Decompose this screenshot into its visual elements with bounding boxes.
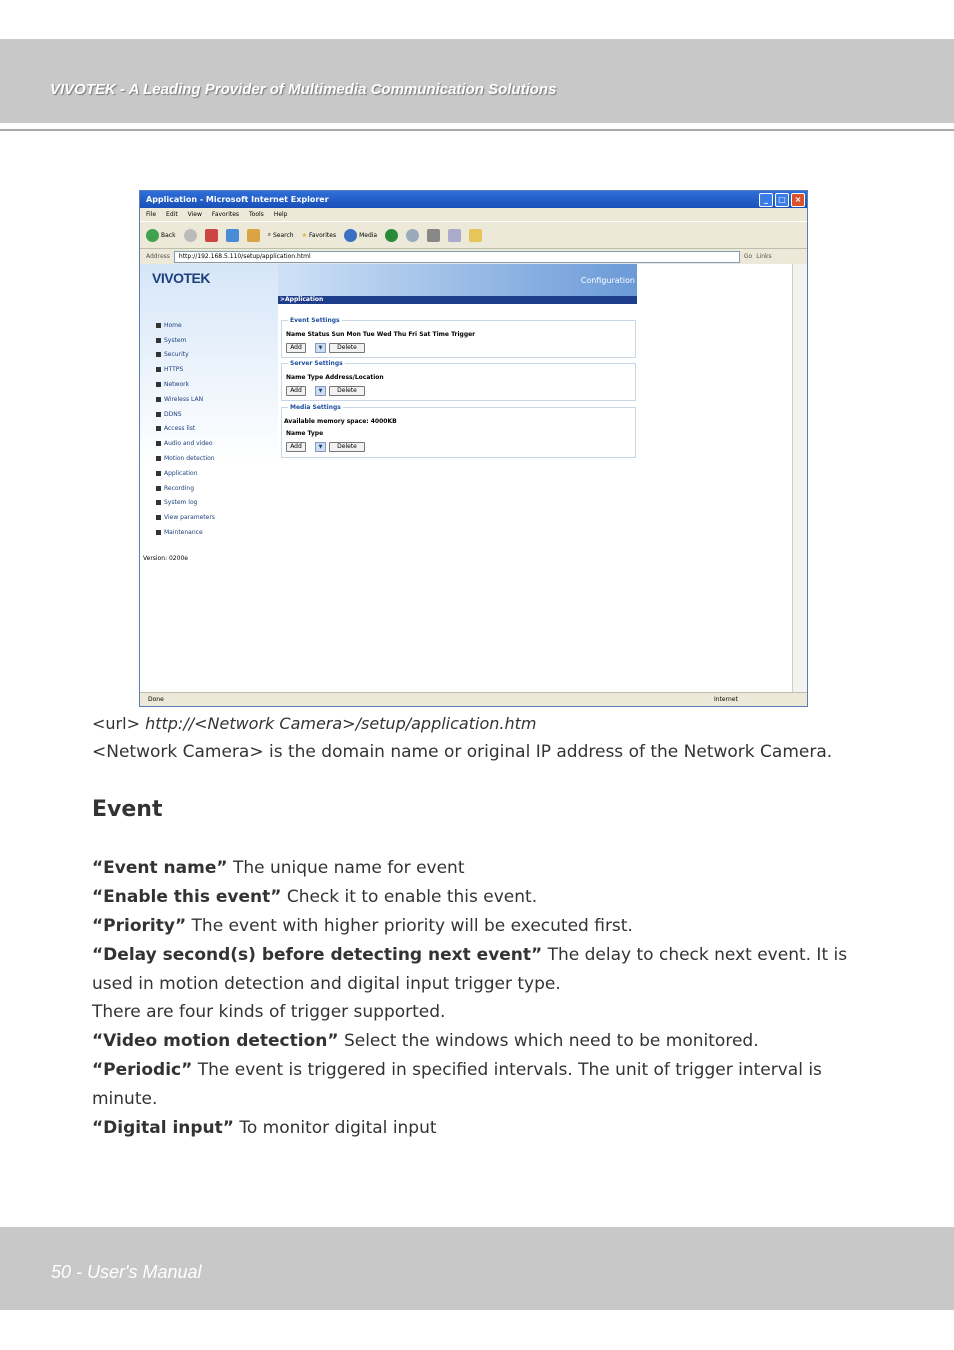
go-button[interactable]: Go: [743, 253, 753, 260]
vertical-scrollbar[interactable]: [792, 264, 807, 692]
event-settings-legend: Event Settings: [290, 317, 340, 324]
expand-icon: [156, 367, 161, 372]
version-label: Version: 0200e: [143, 555, 188, 562]
nav-label: Audio and video: [164, 440, 213, 448]
def-term: “Video motion detection”: [92, 1031, 339, 1051]
media-settings-columns: Name Type: [286, 430, 324, 437]
def-event-name: [92, 854, 857, 883]
nav-item-https[interactable]: [156, 362, 215, 377]
def-video-motion: [92, 1027, 857, 1056]
forward-icon[interactable]: [184, 229, 197, 242]
nav-item-ddns[interactable]: [156, 407, 215, 422]
print-icon[interactable]: [427, 229, 440, 242]
nav-item-audio-video[interactable]: [156, 436, 215, 451]
expand-icon: [156, 338, 161, 343]
folder-icon[interactable]: [469, 229, 482, 242]
search-button[interactable]: [268, 231, 294, 239]
star-icon: ★: [301, 231, 307, 239]
expand-icon: [156, 471, 161, 476]
page-number: 50 - User's Manual: [51, 1262, 202, 1282]
def-term: “Periodic”: [92, 1060, 193, 1080]
edit-icon[interactable]: [448, 229, 461, 242]
server-delete-button[interactable]: Delete: [329, 386, 365, 396]
menu-view[interactable]: View: [187, 211, 202, 218]
def-periodic: [92, 1056, 857, 1114]
expand-icon: [156, 397, 161, 402]
event-settings-columns: Name Status Sun Mon Tue Wed Thu Fri Sat Time Trigger: [286, 331, 476, 338]
def-priority: [92, 912, 857, 941]
back-label: Back: [161, 231, 176, 239]
nav-item-security[interactable]: [156, 348, 215, 363]
menu-edit[interactable]: Edit: [166, 211, 178, 218]
nav-label: Security: [164, 351, 189, 359]
server-settings-legend: Server Settings: [290, 360, 343, 367]
nav-item-application[interactable]: [156, 466, 215, 481]
media-label: Media: [359, 231, 378, 239]
nav-item-system[interactable]: [156, 333, 215, 348]
def-text: The delay to check next event. It is used in motion detection and digital input trigger type.: [92, 945, 848, 994]
refresh-icon[interactable]: [226, 229, 239, 242]
nav-item-system-log[interactable]: [156, 496, 215, 511]
nav-item-access-list[interactable]: [156, 422, 215, 437]
nav-label: System: [164, 336, 187, 344]
nav-item-recording[interactable]: [156, 481, 215, 496]
def-term: “Delay second(s) before detecting next event”: [92, 945, 543, 965]
menu-file[interactable]: File: [146, 211, 157, 218]
expand-icon: [156, 352, 161, 357]
header-title: VIVOTEK - A Leading Provider of Multimedia Communication Solutions: [50, 81, 557, 98]
url-line: [92, 714, 536, 733]
browser-screenshot: [139, 190, 808, 707]
nav-item-network[interactable]: [156, 377, 215, 392]
url-label: <url>: [92, 714, 140, 733]
expand-icon: [156, 530, 161, 535]
def-term: “Event name”: [92, 858, 228, 878]
def-text: To monitor digital input: [233, 1118, 437, 1138]
media-delete-button[interactable]: Delete: [329, 442, 365, 452]
home-icon[interactable]: [247, 229, 260, 242]
def-enable-event: [92, 883, 857, 912]
nav-item-wireless-lan[interactable]: [156, 392, 215, 407]
media-memory-label: Available memory space: 4000KB: [284, 418, 397, 425]
event-add-button[interactable]: Add: [286, 343, 306, 353]
links-button[interactable]: Links: [756, 253, 772, 260]
stop-icon[interactable]: [205, 229, 218, 242]
media-settings-legend: Media Settings: [290, 404, 341, 411]
nav-label: Recording: [164, 484, 195, 492]
configuration-banner: [278, 264, 637, 296]
def-term: “Digital input”: [92, 1118, 234, 1138]
nav-item-view-parameters[interactable]: [156, 510, 215, 525]
def-text: The unique name for event: [227, 858, 465, 878]
back-button[interactable]: [146, 229, 176, 242]
nav-label: Application: [164, 469, 198, 477]
media-settings-group: [281, 404, 636, 458]
def-delay: [92, 941, 857, 999]
trigger-intro: There are four kinds of trigger supported.: [92, 1002, 446, 1022]
address-label: Address: [146, 253, 170, 260]
event-settings-group: [281, 317, 636, 358]
application-section-bar: >Application: [278, 296, 637, 304]
def-text: Select the windows which need to be monitored.: [338, 1031, 759, 1051]
status-done: Done: [148, 696, 164, 703]
expand-icon: [156, 515, 161, 520]
window-titlebar: [140, 191, 807, 208]
expand-icon: [156, 500, 161, 505]
mail-icon[interactable]: [406, 229, 419, 242]
menu-bar: [140, 208, 807, 221]
status-bar: [140, 692, 807, 706]
maximize-icon[interactable]: □: [775, 193, 789, 207]
minimize-icon[interactable]: _: [759, 193, 773, 207]
def-text: The event is triggered in specified intervals. The unit of trigger interval is minute.: [92, 1060, 822, 1109]
nav-label: View parameters: [164, 514, 215, 522]
section-title: Event: [92, 797, 163, 822]
vivotek-logo: VIVOTEK: [152, 270, 210, 286]
close-icon[interactable]: ×: [791, 193, 805, 207]
expand-icon: [156, 486, 161, 491]
menu-favorites[interactable]: Favorites: [211, 211, 240, 218]
def-text: Check it to enable this event.: [281, 887, 538, 907]
nav-label: Maintenance: [164, 529, 203, 537]
server-settings-group: [281, 360, 636, 401]
def-text: The event with higher priority will be executed first.: [186, 916, 633, 936]
configuration-label: Configuration: [580, 276, 635, 285]
nav-label: Home: [164, 321, 182, 329]
event-delete-button[interactable]: Delete: [329, 343, 365, 353]
nav-item-maintenance[interactable]: [156, 525, 215, 540]
nav-label: HTTPS: [164, 366, 184, 374]
server-add-button[interactable]: Add: [286, 386, 306, 396]
favorites-label: Favorites: [308, 231, 337, 239]
config-sidebar: [140, 264, 278, 692]
history-icon[interactable]: [385, 229, 398, 242]
event-select-dropdown[interactable]: ▼: [315, 343, 326, 353]
nav-label: DDNS: [164, 410, 182, 418]
nav-label: Network: [164, 381, 190, 389]
nav-item-motion-detection[interactable]: [156, 451, 215, 466]
page-viewport: [140, 264, 807, 692]
media-icon: [344, 229, 357, 242]
media-button[interactable]: [344, 229, 377, 242]
menu-tools[interactable]: Tools: [249, 211, 264, 218]
network-camera-note: <Network Camera> is the domain name or original IP address of the Network Camera.: [92, 742, 833, 762]
address-field[interactable]: http://192.168.5.110/setup/application.html: [174, 251, 740, 263]
def-term: “Priority”: [92, 916, 187, 936]
status-zone: Internet: [714, 696, 738, 703]
def-term: “Enable this event”: [92, 887, 282, 907]
nav-item-home[interactable]: [156, 318, 215, 333]
nav-list: [156, 318, 215, 540]
expand-icon: [156, 456, 161, 461]
window-title: Application - Microsoft Internet Explorer: [146, 195, 329, 204]
media-select-dropdown[interactable]: ▼: [315, 442, 326, 452]
nav-label: System log: [164, 499, 198, 507]
nav-label: Access list: [164, 425, 196, 433]
nav-label: Motion detection: [164, 455, 215, 463]
browser-toolbar: [140, 221, 807, 249]
expand-icon: [156, 382, 161, 387]
search-label: Search: [272, 231, 294, 239]
expand-icon: [156, 426, 161, 431]
back-icon: [146, 229, 159, 242]
address-bar: [140, 249, 807, 265]
expand-icon: [156, 441, 161, 446]
header-divider: [0, 129, 954, 131]
media-add-button[interactable]: Add: [286, 442, 306, 452]
url-path: http://<Network Camera>/setup/application.htm: [145, 714, 537, 733]
server-select-dropdown[interactable]: ▼: [315, 386, 326, 396]
expand-icon: [156, 323, 161, 328]
def-digital-input: [92, 1114, 857, 1143]
menu-help[interactable]: Help: [273, 211, 288, 218]
favorites-button[interactable]: [302, 232, 337, 239]
server-settings-columns: Name Type Address/Location: [286, 374, 384, 381]
search-icon: ⌕: [267, 231, 271, 238]
nav-label: Wireless LAN: [164, 395, 204, 403]
expand-icon: [156, 412, 161, 417]
